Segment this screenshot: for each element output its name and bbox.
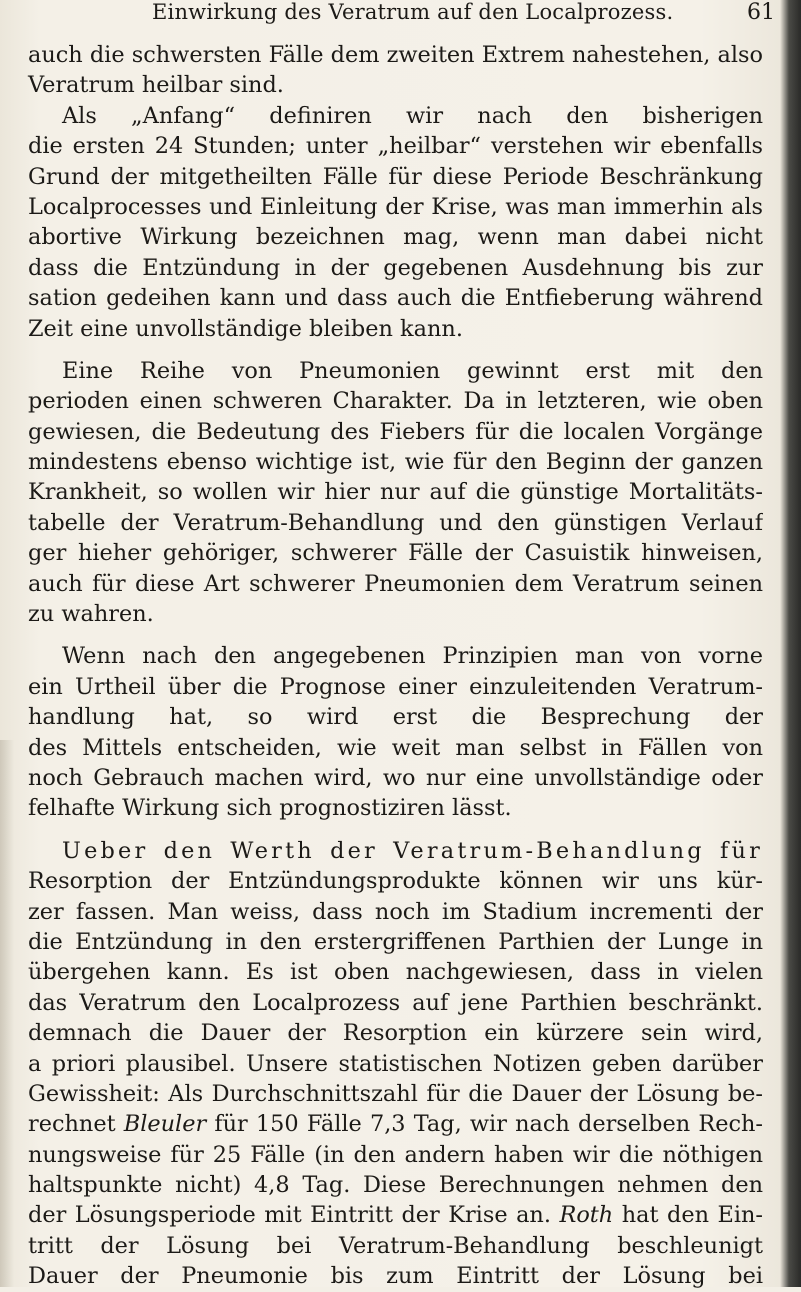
text-line: Gewissheit: Als Durchschnittszahl für die Dauer der Lösung be- bbox=[28, 1080, 763, 1107]
text-line: sation gedeihen kann und dass auch die Entfieberung während bbox=[28, 285, 763, 312]
text-line: Localprocesses und Einleitung der Krise, was man immerhin als bbox=[28, 193, 763, 220]
text-line: a priori plausibel. Unsere statistischen Notizen geben darüber bbox=[28, 1050, 763, 1077]
text-line: ein Urtheil über die Prognose einer einzuleitenden Veratrum- bbox=[28, 673, 763, 700]
text-line: felhafte Wirkung sich prognostiziren lässt. bbox=[28, 795, 512, 822]
text-line: auch die schwersten Fälle dem zweiten Extrem nahestehen, also bbox=[28, 42, 763, 68]
text-line: die Entzündung in den erstergriffenen Parthien der Lunge in bbox=[28, 928, 763, 955]
text-line: Veratrum heilbar sind. bbox=[28, 72, 284, 99]
text-line: des Mittels entscheiden, wie weit man selbst in Fällen von bbox=[28, 734, 763, 761]
running-title: Einwirkung des Veratrum auf den Localprozess. bbox=[152, 0, 674, 24]
author-name: Roth bbox=[559, 1202, 614, 1229]
text-line: zer fassen. Man weiss, dass noch im Stadium incrementi der bbox=[28, 898, 763, 925]
text-line: Eine Reihe von Pneumonien gewinnt erst mit den bbox=[62, 357, 763, 384]
text-line: das Veratrum den Localprozess auf jene Parthien beschränkt. bbox=[28, 989, 763, 1016]
text-line: auch für diese Art schwerer Pneumonien dem Veratrum seinen bbox=[28, 570, 763, 597]
page-edge-shadow bbox=[0, 740, 14, 1287]
text-line: tritt der Lösung bei Veratrum-Behandlung beschleunigt bbox=[28, 1232, 763, 1259]
page-header bbox=[0, 0, 801, 30]
text-line: demnach die Dauer der Resorption ein kürzere sein wird, bbox=[28, 1020, 763, 1047]
text-line: ger hieher gehöriger, schwerer Fälle der Casuistik hinweisen, bbox=[28, 540, 763, 567]
text-line: Dauer der Pneumonie bis zum Eintritt der Lösung bei bbox=[28, 1263, 763, 1290]
paragraph bbox=[28, 356, 763, 630]
text-line: Krankheit, so wollen wir hier nur auf die günstige Mortalitäts- bbox=[28, 479, 763, 506]
text-line: die ersten 24 Stunden; unter „heilbar“ verstehen wir ebenfalls bbox=[28, 133, 763, 160]
text-line: abortive Wirkung bezeichnen mag, wenn man dabei nicht bbox=[28, 224, 763, 251]
paragraph bbox=[28, 101, 763, 344]
text-line: übergehen kann. Es ist oben nachgewiesen, dass in vielen bbox=[28, 959, 763, 986]
text-fragment: hat den Ein- bbox=[613, 1202, 763, 1229]
text-line: dass die Entzündung in der gegebenen Ausdehnung bis zur bbox=[28, 254, 763, 281]
text-line: noch Gebrauch machen wird, wo nur eine unvollständige oder bbox=[28, 764, 763, 791]
text-line: perioden einen schweren Charakter. Da in letzteren, wie oben bbox=[28, 388, 763, 415]
text-fragment: für 150 Fälle 7,3 Tag, wir nach derselben Rech- bbox=[206, 1111, 763, 1138]
text-line: haltspunkte nicht) 4,8 Tag. Diese Berechnungen nehmen den bbox=[28, 1172, 763, 1199]
text-line: tabelle der Veratrum-Behandlung und den günstigen Verlauf bbox=[28, 509, 763, 536]
text-line: Resorption der Entzündungsprodukte können wir uns kür- bbox=[28, 868, 763, 895]
page-number: 61 bbox=[747, 0, 775, 25]
text-line bbox=[28, 1200, 763, 1230]
paragraph bbox=[28, 40, 763, 101]
text-line: Wenn nach den angegebenen Prinzipien man von vorne bbox=[62, 643, 763, 670]
text-line bbox=[28, 1109, 763, 1139]
text-line: Zeit eine unvollständige bleiben kann. bbox=[28, 315, 463, 342]
text-line: handlung hat, so wird erst die Besprechung der bbox=[28, 704, 763, 731]
text-line: Grund der mitgetheilten Fälle für diese Periode Beschränkung bbox=[28, 163, 763, 190]
text-line: mindestens ebenso wichtige ist, wie für den Beginn der ganzen bbox=[28, 449, 763, 476]
text-line: gewiesen, die Bedeutung des Fiebers für die localen Vorgänge bbox=[28, 418, 763, 445]
text-line: Als „Anfang“ definiren wir nach den bisherigen bbox=[62, 102, 763, 129]
text-fragment: rechnet bbox=[28, 1111, 124, 1138]
author-name: Bleuler bbox=[123, 1111, 207, 1138]
body-text bbox=[28, 40, 763, 1292]
text-line-spaced: Ueber den Werth der Veratrum-Behandlung für bbox=[62, 837, 763, 864]
paragraph bbox=[28, 641, 763, 823]
paragraph bbox=[28, 836, 763, 1292]
text-line: zu wahren. bbox=[28, 601, 154, 628]
text-fragment: der Lösungsperiode mit Eintritt der Krise an. bbox=[28, 1202, 560, 1229]
text-line: nungsweise für 25 Fälle (in den andern haben wir die nöthigen bbox=[28, 1141, 763, 1168]
